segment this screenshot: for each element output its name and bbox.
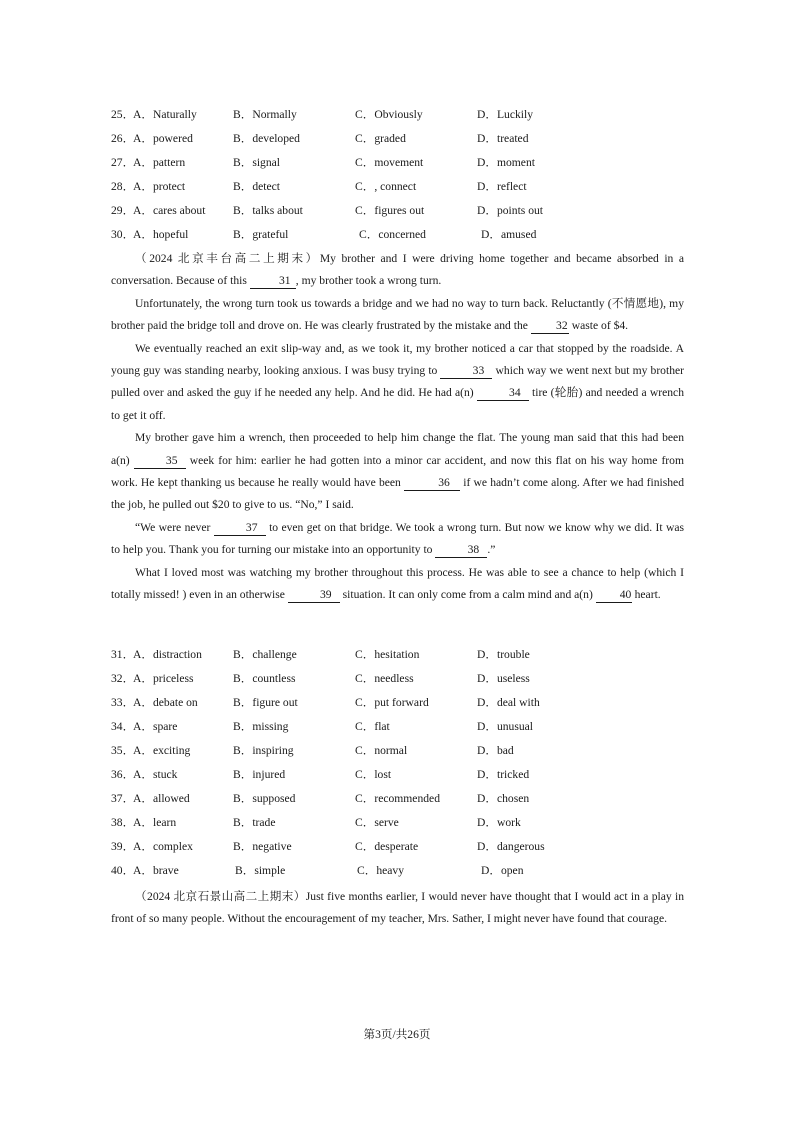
option-c: C．needless — [355, 672, 414, 685]
option-row: 33． A．debate on B．figure out C．put forward D．deal with — [111, 696, 540, 709]
option-c: C．concerned — [359, 228, 426, 241]
paragraph: （2024 北京丰台高二上期末）My brother and I were driving home together and became absorbed in a conversation. Because of this 31 , my brother took a wrong turn. — [111, 252, 684, 288]
option-b: B．injured — [233, 768, 286, 781]
option-c: C．figures out — [355, 204, 425, 217]
option-b: B．simple — [235, 864, 286, 877]
next-passage — [111, 886, 684, 931]
option-row: 39． A．complex B．negative C．desperate D．dangerous — [111, 840, 545, 853]
option-b: B．negative — [233, 840, 292, 853]
option-b: B．figure out — [233, 696, 298, 709]
paragraph: “We were never 37 to even get on that bridge. We took a wrong turn. But now we know why we did. It was to help you. Thank you for turning our mistake into an opportunity to 38 .” — [111, 520, 684, 557]
option-a: A．brave — [133, 864, 179, 877]
cloze-passage — [111, 248, 684, 607]
option-row: 37． A．allowed B．supposed C．recommended D．chosen — [111, 792, 530, 805]
option-row: 38． A．learn B．trade C．serve D．work — [111, 816, 521, 829]
option-row: 31． A．distraction B．challenge C．hesitation D．trouble — [111, 648, 530, 661]
option-a: A．Naturally — [133, 108, 197, 121]
page-footer: 第3页/共26页 — [363, 1028, 431, 1041]
option-b: B．missing — [233, 720, 289, 733]
option-b: B．talks about — [233, 204, 303, 217]
option-a: A．exciting — [133, 744, 191, 757]
option-c: C．hesitation — [355, 648, 420, 661]
options-25-30 — [111, 106, 684, 250]
option-b: B．signal — [233, 156, 281, 169]
option-a: A．spare — [133, 720, 178, 733]
option-a: A．complex — [133, 840, 193, 853]
option-d: D．treated — [477, 132, 529, 145]
option-b: B．supposed — [233, 792, 296, 805]
option-d: D．work — [477, 816, 521, 829]
option-b: B．Normally — [233, 108, 297, 121]
option-row: 29． A．cares about B．talks about C．figures out D．points out — [111, 204, 544, 217]
blank-31: 31 — [250, 274, 296, 289]
option-c: C．serve — [355, 816, 399, 829]
option-a: A．distraction — [133, 648, 202, 661]
blank-38: 38 — [435, 543, 487, 558]
option-d: D．deal with — [477, 696, 540, 709]
option-c: C．movement — [355, 156, 424, 169]
option-b: B．inspiring — [233, 744, 294, 757]
option-c: C．heavy — [357, 864, 405, 877]
options-31-40 — [111, 646, 684, 886]
option-c: C．put forward — [355, 696, 429, 709]
option-d: D．dangerous — [477, 840, 545, 853]
option-row: 35． A．exciting B．inspiring C．normal D．bad — [111, 744, 514, 757]
option-d: D．bad — [477, 744, 514, 757]
option-d: D．useless — [477, 672, 530, 685]
paragraph: My brother gave him a wrench, then proceeded to help him change the flat. The young man said that this had been a(n) 35 week for him: earlier he had gotten into a minor car accident, and now this flat on his way home from work. He kept thanking us because he really would have been 36 if we hadn’t come along. After we had finished the job, he pulled out $20 to give to us. “No,” I said. — [111, 431, 684, 512]
blank-35: 35 — [134, 454, 186, 469]
option-d: D．reflect — [477, 180, 527, 193]
option-b: B．countless — [233, 672, 296, 685]
paragraph: We eventually reached an exit slip-way and, as we took it, my brother noticed a car that stopped by the roadside. A young guy was standing nearby, looking anxious. I was busy trying to 33 which way we went next but my brother pulled over and asked the guy if he needed any help. And he did. He had a(n) 34 tire (轮胎) and needed a wrench to get it off. — [111, 341, 685, 422]
option-row: 34． A．spare B．missing C．flat D．unusual — [111, 720, 534, 733]
option-row: 30． A．hopeful B．grateful C．concerned D．amused — [111, 228, 537, 241]
blank-36: 36 — [404, 476, 460, 491]
option-c: C．desperate — [355, 840, 419, 853]
option-row: 26． A．powered B．developed C．graded D．treated — [111, 132, 529, 145]
option-a: A．pattern — [133, 156, 186, 169]
blank-40: 40 — [596, 588, 632, 603]
option-c: C．lost — [355, 768, 392, 781]
option-row: 40． A．brave B．simple C．heavy D．open — [111, 864, 524, 877]
option-c: C．, connect — [355, 180, 417, 193]
paragraph: Unfortunately, the wrong turn took us towards a bridge and we had no way to turn back. Reluctantly (不情愿地), my brother paid the bridge toll and drove on. He was clearly frustrated by the mistake and the 32 waste of $4. — [111, 296, 684, 333]
option-c: C．normal — [355, 744, 408, 757]
option-d: D．amused — [481, 228, 537, 241]
option-c: C．recommended — [355, 792, 440, 805]
option-d: D．points out — [477, 204, 544, 217]
option-b: B．trade — [233, 816, 276, 829]
option-row: 25． A．Naturally B．Normally C．Obviously D．Luckily — [111, 108, 534, 121]
option-b: B．detect — [233, 180, 281, 193]
option-b: B．challenge — [233, 648, 297, 661]
paragraph: What I loved most was watching my brother throughout this process. He was able to see a chance to help (which I totally missed! ) even in an otherwise 39 situation. It can only come from a calm mind and a(n) 40 heart. — [111, 565, 684, 602]
option-row: 36． A．stuck B．injured C．lost D．tricked — [111, 768, 530, 781]
paragraph: （2024 北京石景山高二上期末）Just five months earlier, I would never have thought that I would act in a play in front of so many people. Without the encouragement of my teacher, Mrs. Sather, I might never have found that courage. — [111, 890, 684, 926]
option-b: B．developed — [233, 132, 300, 145]
option-d: D．chosen — [477, 792, 530, 805]
option-a: A．hopeful — [133, 228, 189, 241]
option-d: D．Luckily — [477, 108, 534, 121]
option-a: A．cares about — [133, 204, 206, 217]
blank-34: 34 — [477, 386, 529, 401]
option-a: A．stuck — [133, 768, 178, 781]
option-b: B．grateful — [233, 228, 289, 241]
option-d: D．moment — [477, 156, 535, 169]
option-a: A．learn — [133, 816, 177, 829]
option-a: A．priceless — [133, 672, 194, 685]
blank-39: 39 — [288, 588, 340, 603]
option-row: 32． A．priceless B．countless C．needless D．useless — [111, 672, 530, 685]
option-d: D．open — [481, 864, 524, 877]
option-row: 27． A．pattern B．signal C．movement D．moment — [111, 156, 535, 169]
option-a: A．powered — [133, 132, 193, 145]
blank-37: 37 — [214, 521, 266, 536]
option-d: D．tricked — [477, 768, 530, 781]
option-a: A．debate on — [133, 696, 198, 709]
option-c: C．flat — [355, 720, 390, 733]
option-a: A．protect — [133, 180, 186, 193]
option-c: C．graded — [355, 132, 406, 145]
option-row: 28． A．protect B．detect C．, connect D．reflect — [111, 180, 527, 193]
option-d: D．unusual — [477, 720, 534, 733]
blank-32: 32 — [531, 319, 569, 334]
option-a: A．allowed — [133, 792, 190, 805]
option-c: C．Obviously — [355, 108, 423, 121]
option-d: D．trouble — [477, 648, 530, 661]
blank-33: 33 — [440, 364, 492, 379]
